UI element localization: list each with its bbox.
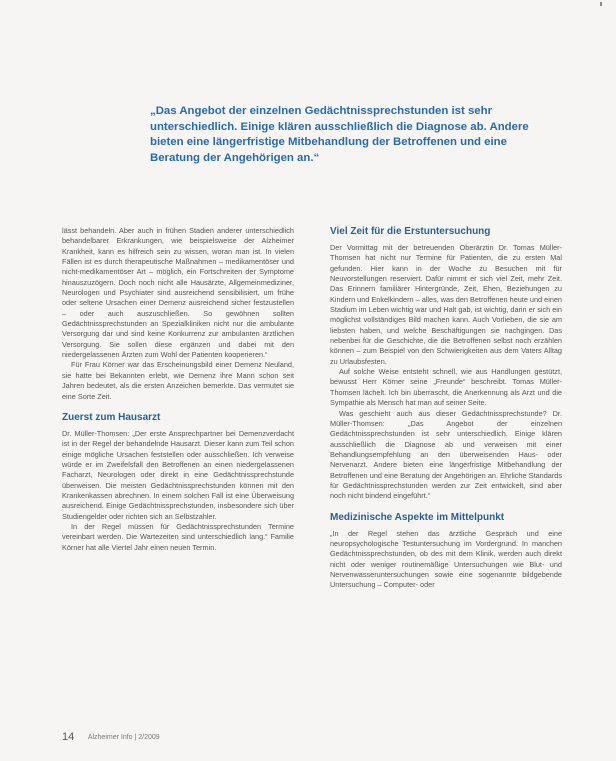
left-paragraph-2: Für Frau Körner war das Erscheinungsbild einer Demenz Neuland, sie hatte bei Bekannten erlebt, wie Demenz ihre Mann schon seit Jahren bedeutet, als die ersten Anzeichen bemerkte. Das vermutet sie eine Sorte Zeit. xyxy=(62,360,294,401)
page-corner-mark xyxy=(600,2,602,6)
right-paragraph-4: „In der Regel stehen das ärztliche Gespräch und eine neuropsychologische Testuntersuchung im Vordergrund. In manchen Gedächtnissprechstunden, ob des mit dem Klinik, werden auch direkt nicht oder weniger routinemäßige Untersuchungen wie Blut- und Nervenwasseruntersuchungen sowie eine sogenannte bildgebende Untersuchung – Computer- oder xyxy=(330,528,562,590)
page-footer xyxy=(62,731,160,743)
pull-quote: „Das Angebot der einzelnen Gedächtnissprechstunden ist sehr unterschiedlich. Einige klären ausschließlich die Diagnose ab. Andere bieten eine längerfristige Mitbehandlung der Betroffenen und eine Beratung der Angehörigen an.“ xyxy=(150,105,529,164)
heading-zuerst-zum-hausarzt: Zuerst zum Hausarzt xyxy=(62,411,161,423)
right-paragraph-2: Auf solche Weise entsteht schnell, wie aus Handlungen gestützt, bewusst Herr Körner seine „Freunde“ beschreibt. Tomas Müller-Thomsen lächelt. Ich bin überrascht, die Anerkennung als Arzt und die Sympathie als Mensch hat man auf seiner Seite. xyxy=(330,367,562,408)
publication-name: Alzheimer Info | 2/2009 xyxy=(87,734,160,741)
left-paragraph-3: Dr. Müller-Thomsen: „Der erste Ansprechpartner bei Demenzverdacht ist in der Regel der behandelnde Hausarzt. Dieser kann zum Teil schon einige mögliche Ursachen feststellen oder ausschließen. Ich verweise würde er im Zweifelsfall den Betroffenen an einen niedergelassenen Facharzt, Neurologen oder direkt in eine Gedächtnissprechstunde überweisen. Die meisten Gedächtnissprechstunden können mit den Krankenkassen abrechnen. In einem solchen Fall ist eine Überweisung ausreichend. Einige Gedächtnissprechstunden, insbesondere sich über Studiengelder oder richten sich an Selbstzahler. xyxy=(62,428,294,521)
right-column xyxy=(330,226,562,591)
page-number: 14 xyxy=(62,731,75,743)
heading-viel-zeit: Viel Zeit für die Erstuntersuchung xyxy=(330,226,491,237)
right-paragraph-3: Was geschieht auch aus dieser Gedächtnissprechstunde? Dr. Müller-Thomsen: „Das Angebot der einzelnen Gedächtnissprechstunden ist sehr unterschiedlich. Einige klären ausschließlich die Diagnose ab und verweisen mit einer Behandlungsempfehlung an den überweisenden Haus- oder Nervenarzt. Andere bieten eine längerfristige Mitbehandlung der Betroffenen und eine Beratung der Angehörigen an. Ehrliche Standards für Gedächtnissprechstunden werden zur Zeit entwickelt, sind aber noch nicht bindend eingeführt.“ xyxy=(330,408,562,501)
left-paragraph-1: lässt behandeln. Aber auch in frühen Stadien anderer unterschiedlich behandelbarer Erkrankungen, wie beispielsweise der Alzheimer Krankheit, kann es hilfreich sein zu wissen, woran man ist. In vielen Fällen ist es durch therapeutische Maßnahmen – medikamentöser und nicht-medikamentöser Art – möglich, ein Fortschreiten der Symptome hinauszuzögern. Doch noch nicht alle Hausärzte, Allgemeinmediziner, Neurologen und Psychiater sind ausreichend sensibilisiert, um frühe oder seltene Ursachen einer Demenz ausreichend sicher festzustellen – oder auch auszuschließen. So gewöhnen sollten Gedächtnissprechstunden an Spezialkliniken nicht nur die ambulante Versorgung dar und sind keine Konkurrenz zur ambulanten ärztlichen Versorgung. Sie sollen diese ergänzen und dabei mit den niedergelassenen Ärzten zum Wohl der Patienten kooperieren.“ xyxy=(62,226,294,360)
right-paragraph-1: Der Vormittag mit der betreuenden Oberärztin Dr. Tomas Müller-Thomsen hat nicht nur Termine für Patienten, die zu ersten Mal gefunden. Hier kann in der Woche zu Besuchen mit für Neuvorstellungen reserviert. Dafür nimmt er sich viel Zeit, mehr Zeit. Das Erinnern familiärer Hintergründe, Zeit, Ehen, Beziehungen zu Kindern und Enkelkindern – alles, was den Betroffenen heute und einen Stadium im Leben wichtig war und Halt gab, ist wichtig, darin er sich ein möglichst vollständiges Bild machen kann. Auch Vorlieben, die sie am liebsten haben, und welche Beschäftigungen sie nachgingen. Das nebenbei für die Geschichte, die die Betroffenen selbst noch erzählen können – zum Beispiel von den Schwierigkeiten aus dem Vaters Alltag zu Urlaubsfesten. xyxy=(330,243,562,366)
heading-medizinische-aspekte: Medizinische Aspekte im Mittelpunkt xyxy=(330,511,505,523)
left-paragraph-4: In der Regel müssen für Gedächtnissprechstunden Termine vereinbart werden. Die Wartezeiten sind unterschiedlich lang.“ Familie Körner hat alle Viertel Jahr einen neuen Termin. xyxy=(62,521,294,552)
left-column xyxy=(62,226,294,553)
